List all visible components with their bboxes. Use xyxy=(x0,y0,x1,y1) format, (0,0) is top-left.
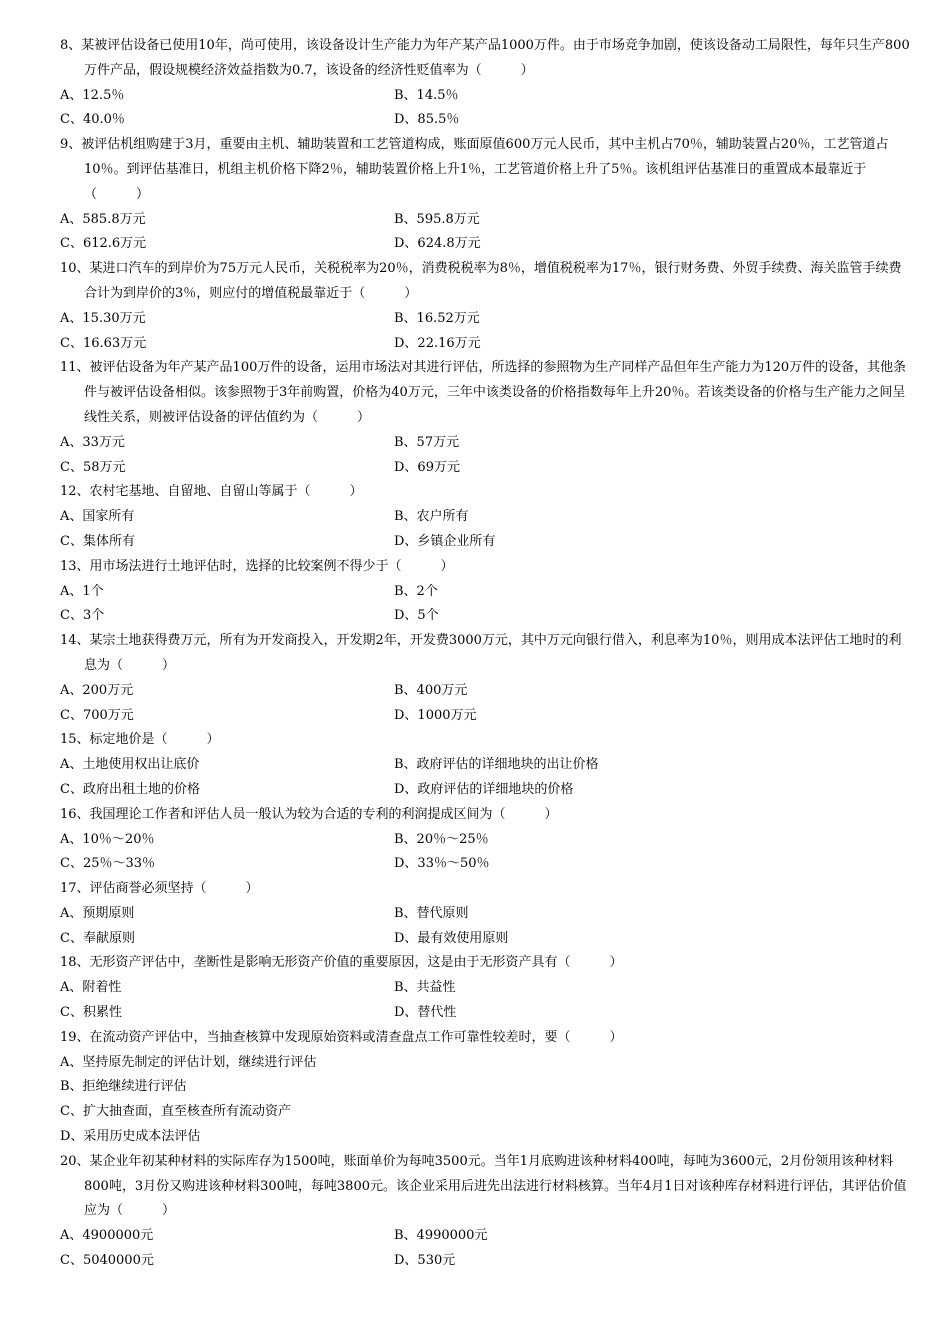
option-c: C、25％～33％ xyxy=(60,856,156,872)
option-b: B、14.5％ xyxy=(394,87,459,103)
option-row xyxy=(60,1125,910,1150)
option-a: A、585.8万元 xyxy=(60,211,146,227)
option-c: C、3个 xyxy=(60,608,105,624)
question-15 xyxy=(60,728,910,802)
option-d: D、5个 xyxy=(394,608,439,624)
question-stem: 16、我国理论工作者和评估人员一般认为较为合适的专利的利润提成区间为（ ） xyxy=(60,806,558,822)
question-20 xyxy=(60,1150,910,1274)
option-b: B、拒绝继续进行评估 xyxy=(60,1079,187,1095)
option-row xyxy=(60,505,910,530)
option-d: D、85.5％ xyxy=(394,112,460,128)
question-11 xyxy=(60,356,910,480)
option-row xyxy=(60,976,910,1001)
option-b: B、20％～25％ xyxy=(394,831,489,847)
option-b: B、农户所有 xyxy=(394,509,469,525)
question-stem: 10、某进口汽车的到岸价为75万元人民币，关税税率为20％，消费税税率为8％，增值税税率为17％，银行财务费、外贸手续费、海关监管手续费合计为到岸价的3％，则应付的增值税最靠近于（ ） xyxy=(60,261,902,301)
option-row xyxy=(60,852,910,877)
option-b: B、400万元 xyxy=(394,682,468,698)
question-17 xyxy=(60,877,910,951)
option-a: A、1个 xyxy=(60,583,104,599)
question-stem: 18、无形资产评估中，垄断性是影响无形资产价值的重要原因，这是由于无形资产具有（ ） xyxy=(60,955,623,971)
option-d: D、政府评估的详细地块的价格 xyxy=(394,781,574,797)
option-row xyxy=(60,580,910,605)
option-row xyxy=(60,431,910,456)
option-d: D、1000万元 xyxy=(394,707,477,723)
option-row xyxy=(60,1224,910,1249)
question-19 xyxy=(60,1026,910,1150)
question-stem: 19、在流动资产评估中，当抽查核算中发现原始资料或清查盘点工作可靠性较差时，要（ ） xyxy=(60,1029,623,1045)
question-13 xyxy=(60,555,910,629)
option-row xyxy=(60,1001,910,1026)
option-a: A、200万元 xyxy=(60,682,134,698)
question-stem: 11、被评估设备为年产某产品100万件的设备，运用市场法对其进行评估，所选择的参照物为生产同样产品但年生产能力为120万件的设备，其他条件与被评估设备相似。该参照物于3年前购置，价格为40万元，三年中该类设备的价格指数每年上升20％。若该类设备的价格与生产能力之间呈线性关系，则被评估设备的评估值约为（ ） xyxy=(60,360,907,425)
option-row xyxy=(60,1075,910,1100)
option-b: B、政府评估的详细地块的出让价格 xyxy=(394,757,599,773)
option-row xyxy=(60,456,910,481)
question-18 xyxy=(60,951,910,1025)
option-d: D、替代性 xyxy=(394,1005,457,1021)
option-d: D、624.8万元 xyxy=(394,236,481,252)
option-a: A、附着性 xyxy=(60,980,122,996)
question-stem: 13、用市场法进行土地评估时，选择的比较案例不得少于（ ） xyxy=(60,558,454,574)
option-row xyxy=(60,902,910,927)
option-c: C、5040000元 xyxy=(60,1253,154,1269)
option-c: C、700万元 xyxy=(60,707,134,723)
option-d: D、22.16万元 xyxy=(394,335,481,351)
question-16 xyxy=(60,803,910,877)
option-b: B、595.8万元 xyxy=(394,211,480,227)
option-row xyxy=(60,828,910,853)
option-row xyxy=(60,208,910,233)
option-row xyxy=(60,753,910,778)
question-10 xyxy=(60,257,910,356)
option-d: D、采用历史成本法评估 xyxy=(60,1129,201,1145)
question-9 xyxy=(60,133,910,257)
option-row xyxy=(60,679,910,704)
option-b: B、4990000元 xyxy=(394,1228,488,1244)
option-d: D、69万元 xyxy=(394,459,460,475)
option-row xyxy=(60,530,910,555)
option-row xyxy=(60,84,910,109)
question-stem: 14、某宗土地获得费万元，所有为开发商投入，开发期2年，开发费3000万元，其中万元向银行借入，利息率为10％，则用成本法评估工地时的利息为（ ） xyxy=(60,633,902,673)
option-c: C、扩大抽查面，直至核查所有流动资产 xyxy=(60,1104,291,1120)
option-a: A、预期原则 xyxy=(60,905,135,921)
option-a: A、国家所有 xyxy=(60,509,135,525)
option-c: C、积累性 xyxy=(60,1005,122,1021)
option-row xyxy=(60,704,910,729)
question-stem: 15、标定地价是（ ） xyxy=(60,732,220,748)
option-d: D、最有效使用原则 xyxy=(394,930,509,946)
option-a: A、12.5％ xyxy=(60,87,125,103)
option-c: C、40.0％ xyxy=(60,112,125,128)
option-c: C、政府出租土地的价格 xyxy=(60,781,200,797)
option-a: A、4900000元 xyxy=(60,1228,154,1244)
option-b: B、共益性 xyxy=(394,980,456,996)
option-a: A、土地使用权出让底价 xyxy=(60,757,200,773)
option-row xyxy=(60,108,910,133)
option-b: B、16.52万元 xyxy=(394,310,480,326)
option-d: D、乡镇企业所有 xyxy=(394,533,496,549)
question-stem: 12、农村宅基地、自留地、自留山等属于（ ） xyxy=(60,484,363,500)
option-row xyxy=(60,927,910,952)
option-a: A、坚持原先制定的评估计划，继续进行评估 xyxy=(60,1054,317,1070)
question-stem: 8、某被评估设备已使用10年，尚可使用，该设备设计生产能力为年产某产品1000万件。由于市场竞争加剧，使该设备动工局限性，每年只生产800万件产品，假设规模经济效益指数为0.7，该设备的经济性贬值率为（ ） xyxy=(60,38,910,78)
question-stem: 20、某企业年初某种材料的实际库存为1500吨，账面单价为每吨3500元。当年1月底购进该种材料400吨，每吨为3600元，2月份领用该种材料800吨，3月份又购进该种材料300吨，每吨3800元。该企业采用后进先出法进行材料核算。当年4月1日对该种库存材料进行评估，其评估价值应为（ ） xyxy=(60,1153,907,1219)
option-row xyxy=(60,604,910,629)
option-b: B、替代原则 xyxy=(394,905,469,921)
option-c: C、58万元 xyxy=(60,459,126,475)
option-c: C、612.6万元 xyxy=(60,236,147,252)
option-row xyxy=(60,232,910,257)
question-14 xyxy=(60,629,910,728)
option-c: C、集体所有 xyxy=(60,533,135,549)
option-row xyxy=(60,1051,910,1076)
question-8 xyxy=(60,34,910,133)
option-a: A、10％～20％ xyxy=(60,831,155,847)
option-row xyxy=(60,332,910,357)
option-row xyxy=(60,778,910,803)
option-a: A、15.30万元 xyxy=(60,310,146,326)
question-stem: 9、被评估机组购建于3月，重要由主机、辅助装置和工艺管道构成，账面原值600万元人民币，其中主机占70％，辅助装置占20％，工艺管道占10％。到评估基准日，机组主机价格下降2％，辅助装置价格上升1％，工艺管道价格上升了5％。该机组评估基准日的重置成本最靠近于（ ） xyxy=(60,137,889,202)
option-d: D、33％～50％ xyxy=(394,856,490,872)
option-b: B、2个 xyxy=(394,583,438,599)
option-row xyxy=(60,1249,910,1274)
option-c: C、奉献原则 xyxy=(60,930,135,946)
question-12 xyxy=(60,480,910,554)
option-row xyxy=(60,307,910,332)
question-stem: 17、评估商誉必须坚持（ ） xyxy=(60,881,259,897)
option-d: D、530元 xyxy=(394,1253,456,1269)
exam-page xyxy=(60,34,910,1274)
option-a: A、33万元 xyxy=(60,434,125,450)
option-row xyxy=(60,1100,910,1125)
option-b: B、57万元 xyxy=(394,434,460,450)
option-c: C、16.63万元 xyxy=(60,335,147,351)
